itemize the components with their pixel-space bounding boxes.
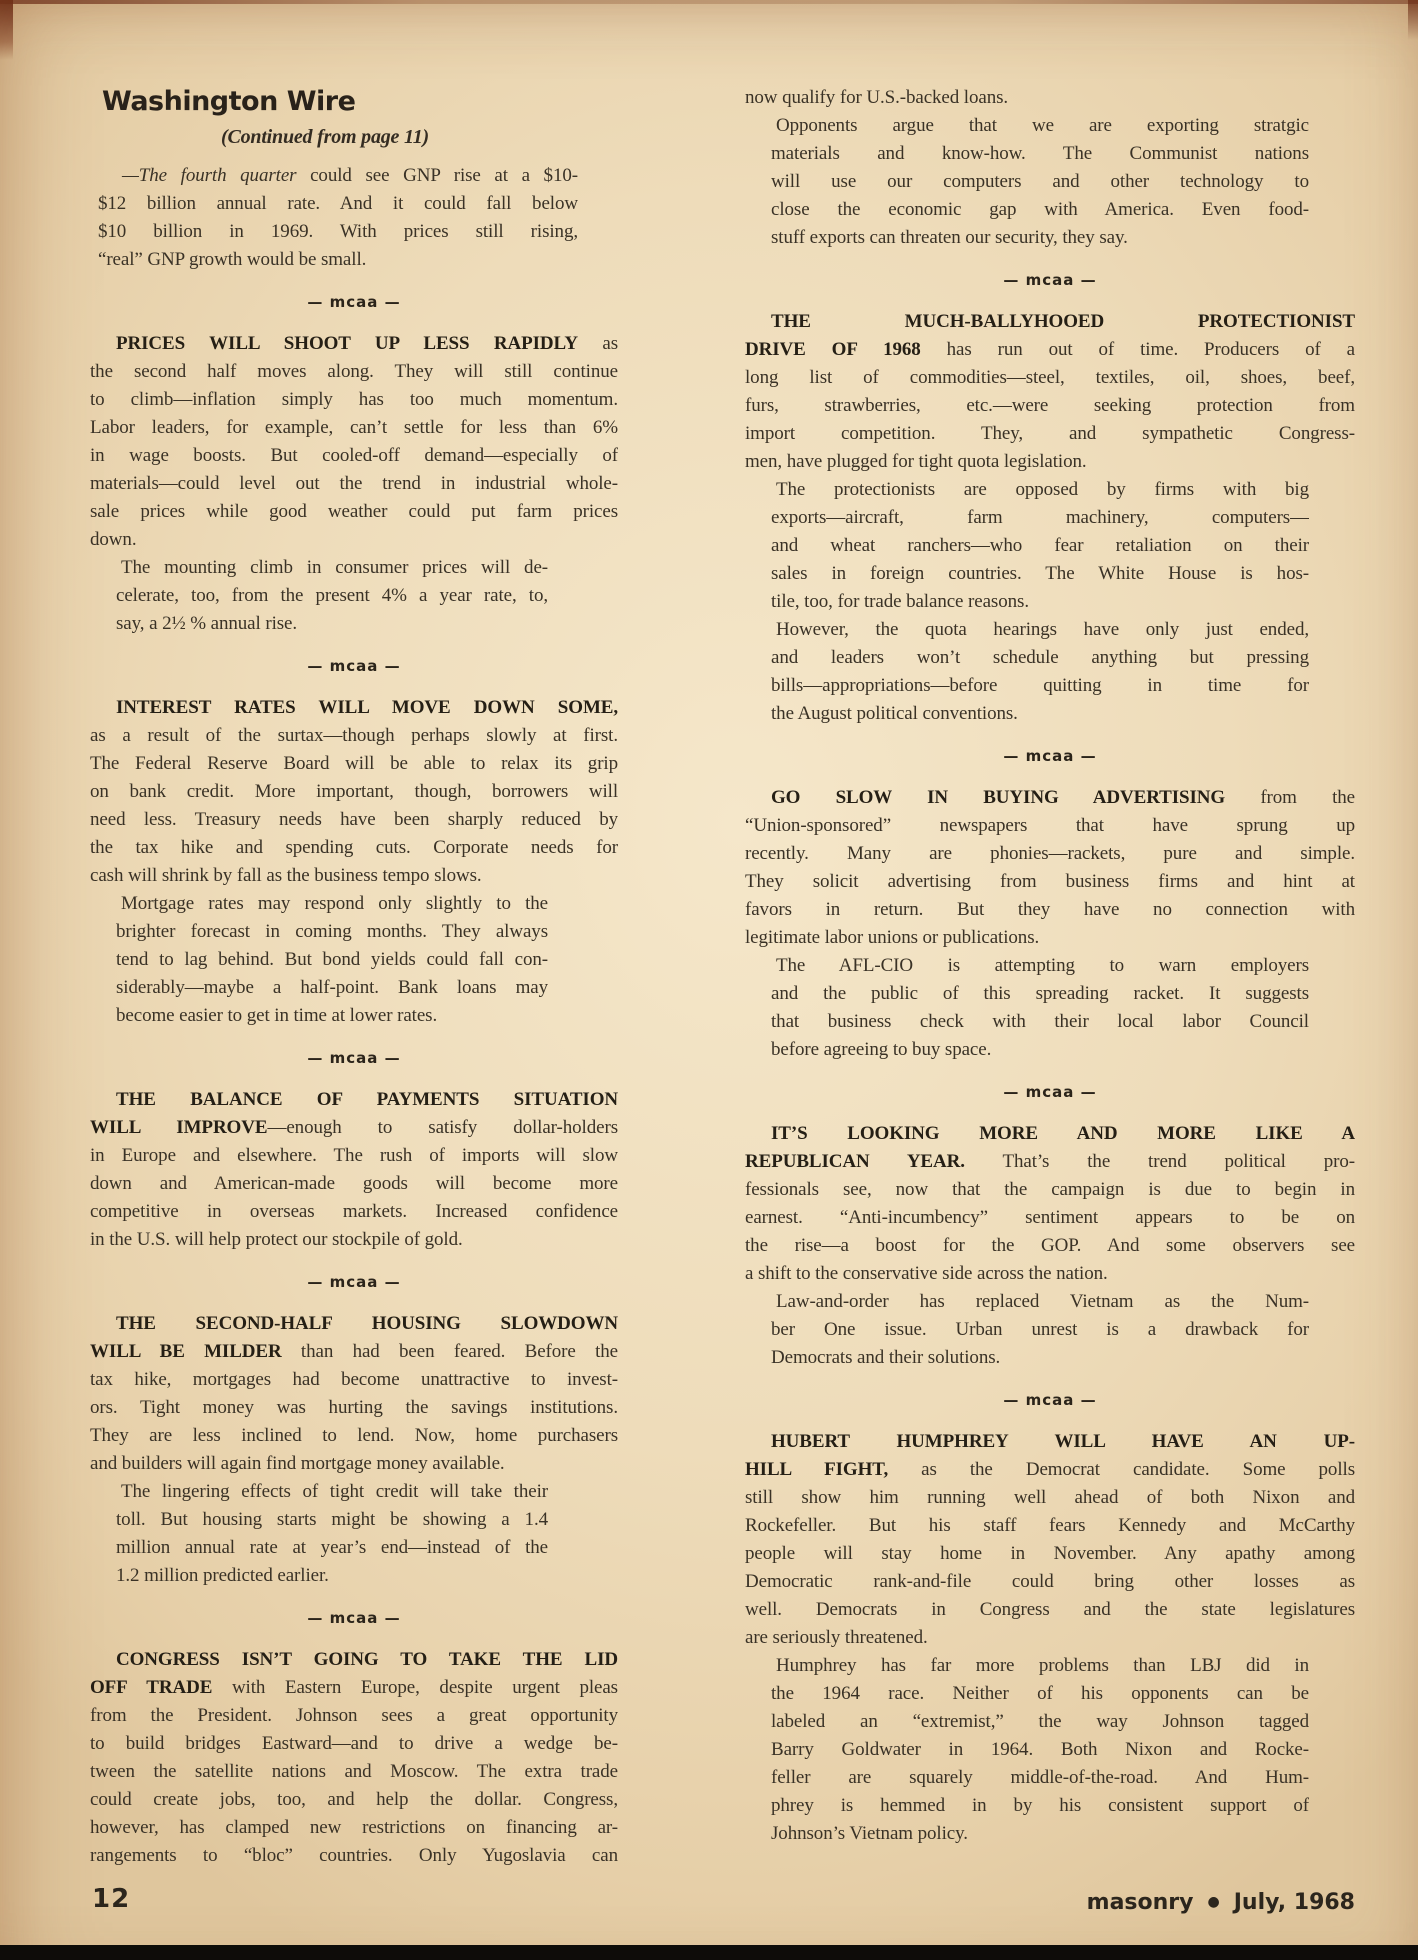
text-line: close the economic gap with America. Even food-	[771, 199, 1309, 220]
text-line: Mortgage rates may respond only slightly to the	[121, 893, 548, 914]
text-line: HILL FIGHT, as the Democrat candidate. Some polls	[745, 1459, 1355, 1480]
text-line: people will stay home in November. Any apathy among	[745, 1543, 1355, 1564]
text-line: sale prices while good weather could put farm prices	[90, 501, 618, 522]
text-line: — mcaa —	[1003, 1391, 1097, 1409]
text-line: become easier to get in time at lower rates.	[116, 1005, 438, 1026]
intro-paragraph	[98, 162, 578, 274]
footer	[1087, 1888, 1355, 1916]
text-line: — mcaa —	[307, 657, 401, 675]
section-divider	[745, 1386, 1355, 1414]
paragraph	[745, 1120, 1355, 1288]
text-line: THE BALANCE OF PAYMENTS SITUATION	[116, 1089, 618, 1110]
section-divider	[90, 1604, 618, 1632]
paragraph	[745, 784, 1355, 952]
text-line: Johnson’s Vietnam policy.	[771, 1823, 968, 1844]
text-line: need less. Treasury needs have been sharply reduced by	[90, 809, 618, 830]
text-line: say, a 2½ % annual rise.	[116, 613, 298, 634]
text-line: materials—could level out the trend in industrial whole-	[90, 473, 618, 494]
page-top-edge-shadow	[0, 0, 1418, 4]
text-line: ber One issue. Urban unrest is a drawback for	[771, 1319, 1309, 1340]
text-line: before agreeing to buy space.	[771, 1039, 992, 1060]
text-line: sales in foreign countries. The White House is hos-	[771, 563, 1309, 584]
text-line: the 1964 race. Neither of his opponents can be	[771, 1683, 1309, 1704]
sub-paragraph	[116, 1478, 548, 1590]
text-line: $12 billion annual rate. And it could fall below	[98, 193, 578, 214]
text-line: in Europe and elsewhere. The rush of imports will slow	[90, 1145, 618, 1166]
text-line: DRIVE OF 1968 has run out of time. Producers of a	[745, 339, 1355, 360]
text-line: — mcaa —	[307, 1049, 401, 1067]
text-line: million annual rate at year’s end—instead of the	[116, 1537, 548, 1558]
text-line: “Union-sponsored” newspapers that have sprung up	[745, 815, 1355, 836]
text-line: toll. But housing starts might be showing a 1.4	[116, 1509, 548, 1530]
text-line: Labor leaders, for example, can’t settle for less than 6%	[90, 417, 618, 438]
text-line: PRICES WILL SHOOT UP LESS RAPIDLY as	[116, 333, 618, 354]
text-line: well. Democrats in Congress and the state legislatures	[745, 1599, 1355, 1620]
text-line: and wheat ranchers—who fear retaliation on their	[771, 535, 1309, 556]
text-line: THE MUCH-BALLYHOOED PROTECTIONIST	[771, 311, 1355, 332]
text-line: Opponents argue that we are exporting stratgic	[776, 115, 1309, 136]
text-line: in the U.S. will help protect our stockpile of gold.	[90, 1229, 463, 1250]
text-line: a shift to the conservative side across the nation.	[745, 1263, 1108, 1284]
text-line: They solicit advertising from business firms and hint at	[745, 871, 1355, 892]
text-line: stuff exports can threaten our security, they say.	[771, 227, 1128, 248]
text-line: still show him running well ahead of both Nixon and	[745, 1487, 1355, 1508]
text-line: CONGRESS ISN’T GOING TO TAKE THE LID	[116, 1649, 618, 1670]
issue-date: July, 1968	[1233, 1889, 1355, 1915]
text-line: to climb—inflation simply has too much momentum.	[90, 389, 618, 410]
text-line: Humphrey has far more problems than LBJ did in	[776, 1655, 1309, 1676]
text-line: and leaders won’t schedule anything but pressing	[771, 647, 1309, 668]
text-line: They are less inclined to lend. Now, home purchasers	[90, 1425, 618, 1446]
text-line: could create jobs, too, and help the dollar. Congress,	[90, 1789, 618, 1810]
text-line: The lingering effects of tight credit will take their	[121, 1481, 548, 1502]
sub-paragraph	[771, 952, 1309, 1064]
section-divider	[745, 742, 1355, 770]
text-line: IT’S LOOKING MORE AND MORE LIKE A	[771, 1123, 1355, 1144]
page-number: 12	[92, 1884, 131, 1914]
text-line: OFF TRADE with Eastern Europe, despite urgent pleas	[90, 1677, 618, 1698]
section-divider	[90, 288, 618, 316]
text-line: to build bridges Eastward—and to drive a wedge be-	[90, 1733, 618, 1754]
text-line: — mcaa —	[1003, 1083, 1097, 1101]
text-line: celerate, too, from the present 4% a year rate, to,	[116, 585, 548, 606]
magazine-name: masonry	[1086, 1889, 1194, 1915]
text-line: men, have plugged for tight quota legislation.	[745, 451, 1087, 472]
text-line: and the public of this spreading racket. It suggests	[771, 983, 1309, 1004]
text-line: now qualify for U.S.-backed loans.	[745, 87, 1009, 108]
sub-paragraph	[771, 1652, 1309, 1848]
text-line: siderably—maybe a half-point. Bank loans may	[116, 977, 548, 998]
section-divider	[745, 266, 1355, 294]
text-line: 1.2 million predicted earlier.	[116, 1565, 329, 1586]
right-column	[745, 84, 1355, 1848]
text-line: tween the satellite nations and Moscow. The extra trade	[90, 1761, 618, 1782]
text-line: import competition. They, and sympathetic Congress-	[745, 423, 1355, 444]
section-divider	[90, 1268, 618, 1296]
text-line: are seriously threatened.	[745, 1627, 928, 1648]
top-left-corner-mark	[0, 0, 13, 60]
sub-paragraph	[116, 554, 548, 638]
paragraph	[90, 330, 618, 554]
text-line: favors in return. But they have no connection with	[745, 899, 1355, 920]
text-line: Democrats and their solutions.	[771, 1347, 1001, 1368]
text-line: — mcaa —	[307, 1609, 401, 1627]
text-line: The AFL-CIO is attempting to warn employers	[776, 955, 1309, 976]
text-line: Law-and-order has replaced Vietnam as the Num-	[776, 1291, 1309, 1312]
text-line: earnest. “Anti-incumbency” sentiment appears to be on	[745, 1207, 1355, 1228]
text-line: the August political conventions.	[771, 703, 1018, 724]
text-line: in wage boosts. But cooled-off demand—especially of	[90, 445, 618, 466]
paragraph	[90, 694, 618, 890]
paragraph	[90, 1086, 618, 1254]
text-line: down.	[90, 529, 137, 550]
text-line: and builders will again find mortgage money available.	[90, 1453, 505, 1474]
text-line: brighter forecast in coming months. They always	[116, 921, 548, 942]
text-line: WILL BE MILDER than had been feared. Before the	[90, 1341, 618, 1362]
text-line: —The fourth quarter could see GNP rise at a $10-	[122, 165, 578, 186]
text-line: will use our computers and other technology to	[771, 171, 1309, 192]
text-line: — mcaa —	[1003, 271, 1097, 289]
text-line: fessionals see, now that the campaign is due to begin in	[745, 1179, 1355, 1200]
text-line: legitimate labor unions or publications.	[745, 927, 1040, 948]
text-line: HUBERT HUMPHREY WILL HAVE AN UP-	[771, 1431, 1355, 1452]
sub-paragraph	[771, 1288, 1309, 1372]
sub-paragraph	[771, 616, 1309, 728]
text-line: WILL IMPROVE—enough to satisfy dollar-holders	[90, 1117, 618, 1138]
text-line: The mounting climb in consumer prices will de-	[121, 557, 548, 578]
text-line: the second half moves along. They will still continue	[90, 361, 618, 382]
text-line: — mcaa —	[1003, 747, 1097, 765]
text-line: tend to lag behind. But bond yields could fall con-	[116, 949, 548, 970]
text-line: long list of commodities—steel, textiles, oil, shoes, beef,	[745, 367, 1355, 388]
section-divider	[90, 1044, 618, 1072]
text-line: “real” GNP growth would be small.	[98, 249, 367, 270]
paragraph	[90, 1310, 618, 1478]
text-line: however, has clamped new restrictions on financing ar-	[90, 1817, 618, 1838]
text-line: Rockefeller. But his staff fears Kennedy and McCarthy	[745, 1515, 1355, 1536]
text-line: — mcaa —	[307, 1273, 401, 1291]
sub-paragraph	[116, 890, 548, 1030]
top-right-corner-mark	[1408, 0, 1418, 40]
footer-bullet-icon: ●	[1207, 1894, 1220, 1910]
text-line: that business check with their local labor Council	[771, 1011, 1309, 1032]
section-divider	[90, 652, 618, 680]
text-line: tax hike, mortgages had become unattractive to invest-	[90, 1369, 618, 1390]
text-line: the tax hike and spending cuts. Corporate needs for	[90, 837, 618, 858]
text-line: Barry Goldwater in 1964. Both Nixon and Rocke-	[771, 1739, 1309, 1760]
continuation-paragraph	[745, 84, 1355, 112]
article-title: Washington Wire	[102, 86, 356, 117]
text-line: on bank credit. More important, though, borrowers will	[90, 781, 618, 802]
text-line: competitive in overseas markets. Increased confidence	[90, 1201, 618, 1222]
text-line: phrey is hemmed in by his consistent support of	[771, 1795, 1309, 1816]
text-line: furs, strawberries, etc.—were seeking protection from	[745, 395, 1355, 416]
text-line: — mcaa —	[307, 293, 401, 311]
text-line: However, the quota hearings have only just ended,	[776, 619, 1309, 640]
page-bottom-bar	[0, 1945, 1418, 1960]
text-line: the rise—a boost for the GOP. And some observers see	[745, 1235, 1355, 1256]
text-line: THE SECOND-HALF HOUSING SLOWDOWN	[116, 1313, 618, 1334]
sub-paragraph	[771, 476, 1309, 616]
text-line: The protectionists are opposed by firms with big	[776, 479, 1309, 500]
paragraph	[90, 1646, 618, 1870]
text-line: GO SLOW IN BUYING ADVERTISING from the	[771, 787, 1355, 808]
sub-paragraph	[771, 112, 1309, 252]
text-line: recently. Many are phonies—rackets, pure and simple.	[745, 843, 1355, 864]
text-line: INTEREST RATES WILL MOVE DOWN SOME,	[116, 697, 618, 718]
text-line: tile, too, for trade balance reasons.	[771, 591, 1029, 612]
text-line: cash will shrink by fall as the business tempo slows.	[90, 865, 482, 886]
text-line: $10 billion in 1969. With prices still rising,	[98, 221, 578, 242]
text-line: as a result of the surtax—though perhaps slowly at first.	[90, 725, 618, 746]
text-line: REPUBLICAN YEAR. That’s the trend political pro-	[745, 1151, 1355, 1172]
text-line: bills—appropriations—before quitting in time for	[771, 675, 1309, 696]
left-column	[90, 84, 618, 1870]
text-line: rangements to “bloc” countries. Only Yugoslavia can	[90, 1845, 618, 1866]
continued-note: (Continued from page 11)	[221, 126, 429, 148]
text-line: from the President. Johnson sees a great opportunity	[90, 1705, 618, 1726]
text-line: Democratic rank-and-file could bring other losses as	[745, 1571, 1355, 1592]
text-line: labeled an “extremist,” the way Johnson tagged	[771, 1711, 1309, 1732]
text-line: feller are squarely middle-of-the-road. And Hum-	[771, 1767, 1309, 1788]
text-line: down and American-made goods will become more	[90, 1173, 618, 1194]
paragraph	[745, 308, 1355, 476]
text-line: exports—aircraft, farm machinery, computers—	[771, 507, 1309, 528]
paragraph	[745, 1428, 1355, 1652]
text-line: The Federal Reserve Board will be able to relax its grip	[90, 753, 618, 774]
text-line: materials and know-how. The Communist nations	[771, 143, 1309, 164]
text-line: ors. Tight money was hurting the savings institutions.	[90, 1397, 618, 1418]
section-divider	[745, 1078, 1355, 1106]
